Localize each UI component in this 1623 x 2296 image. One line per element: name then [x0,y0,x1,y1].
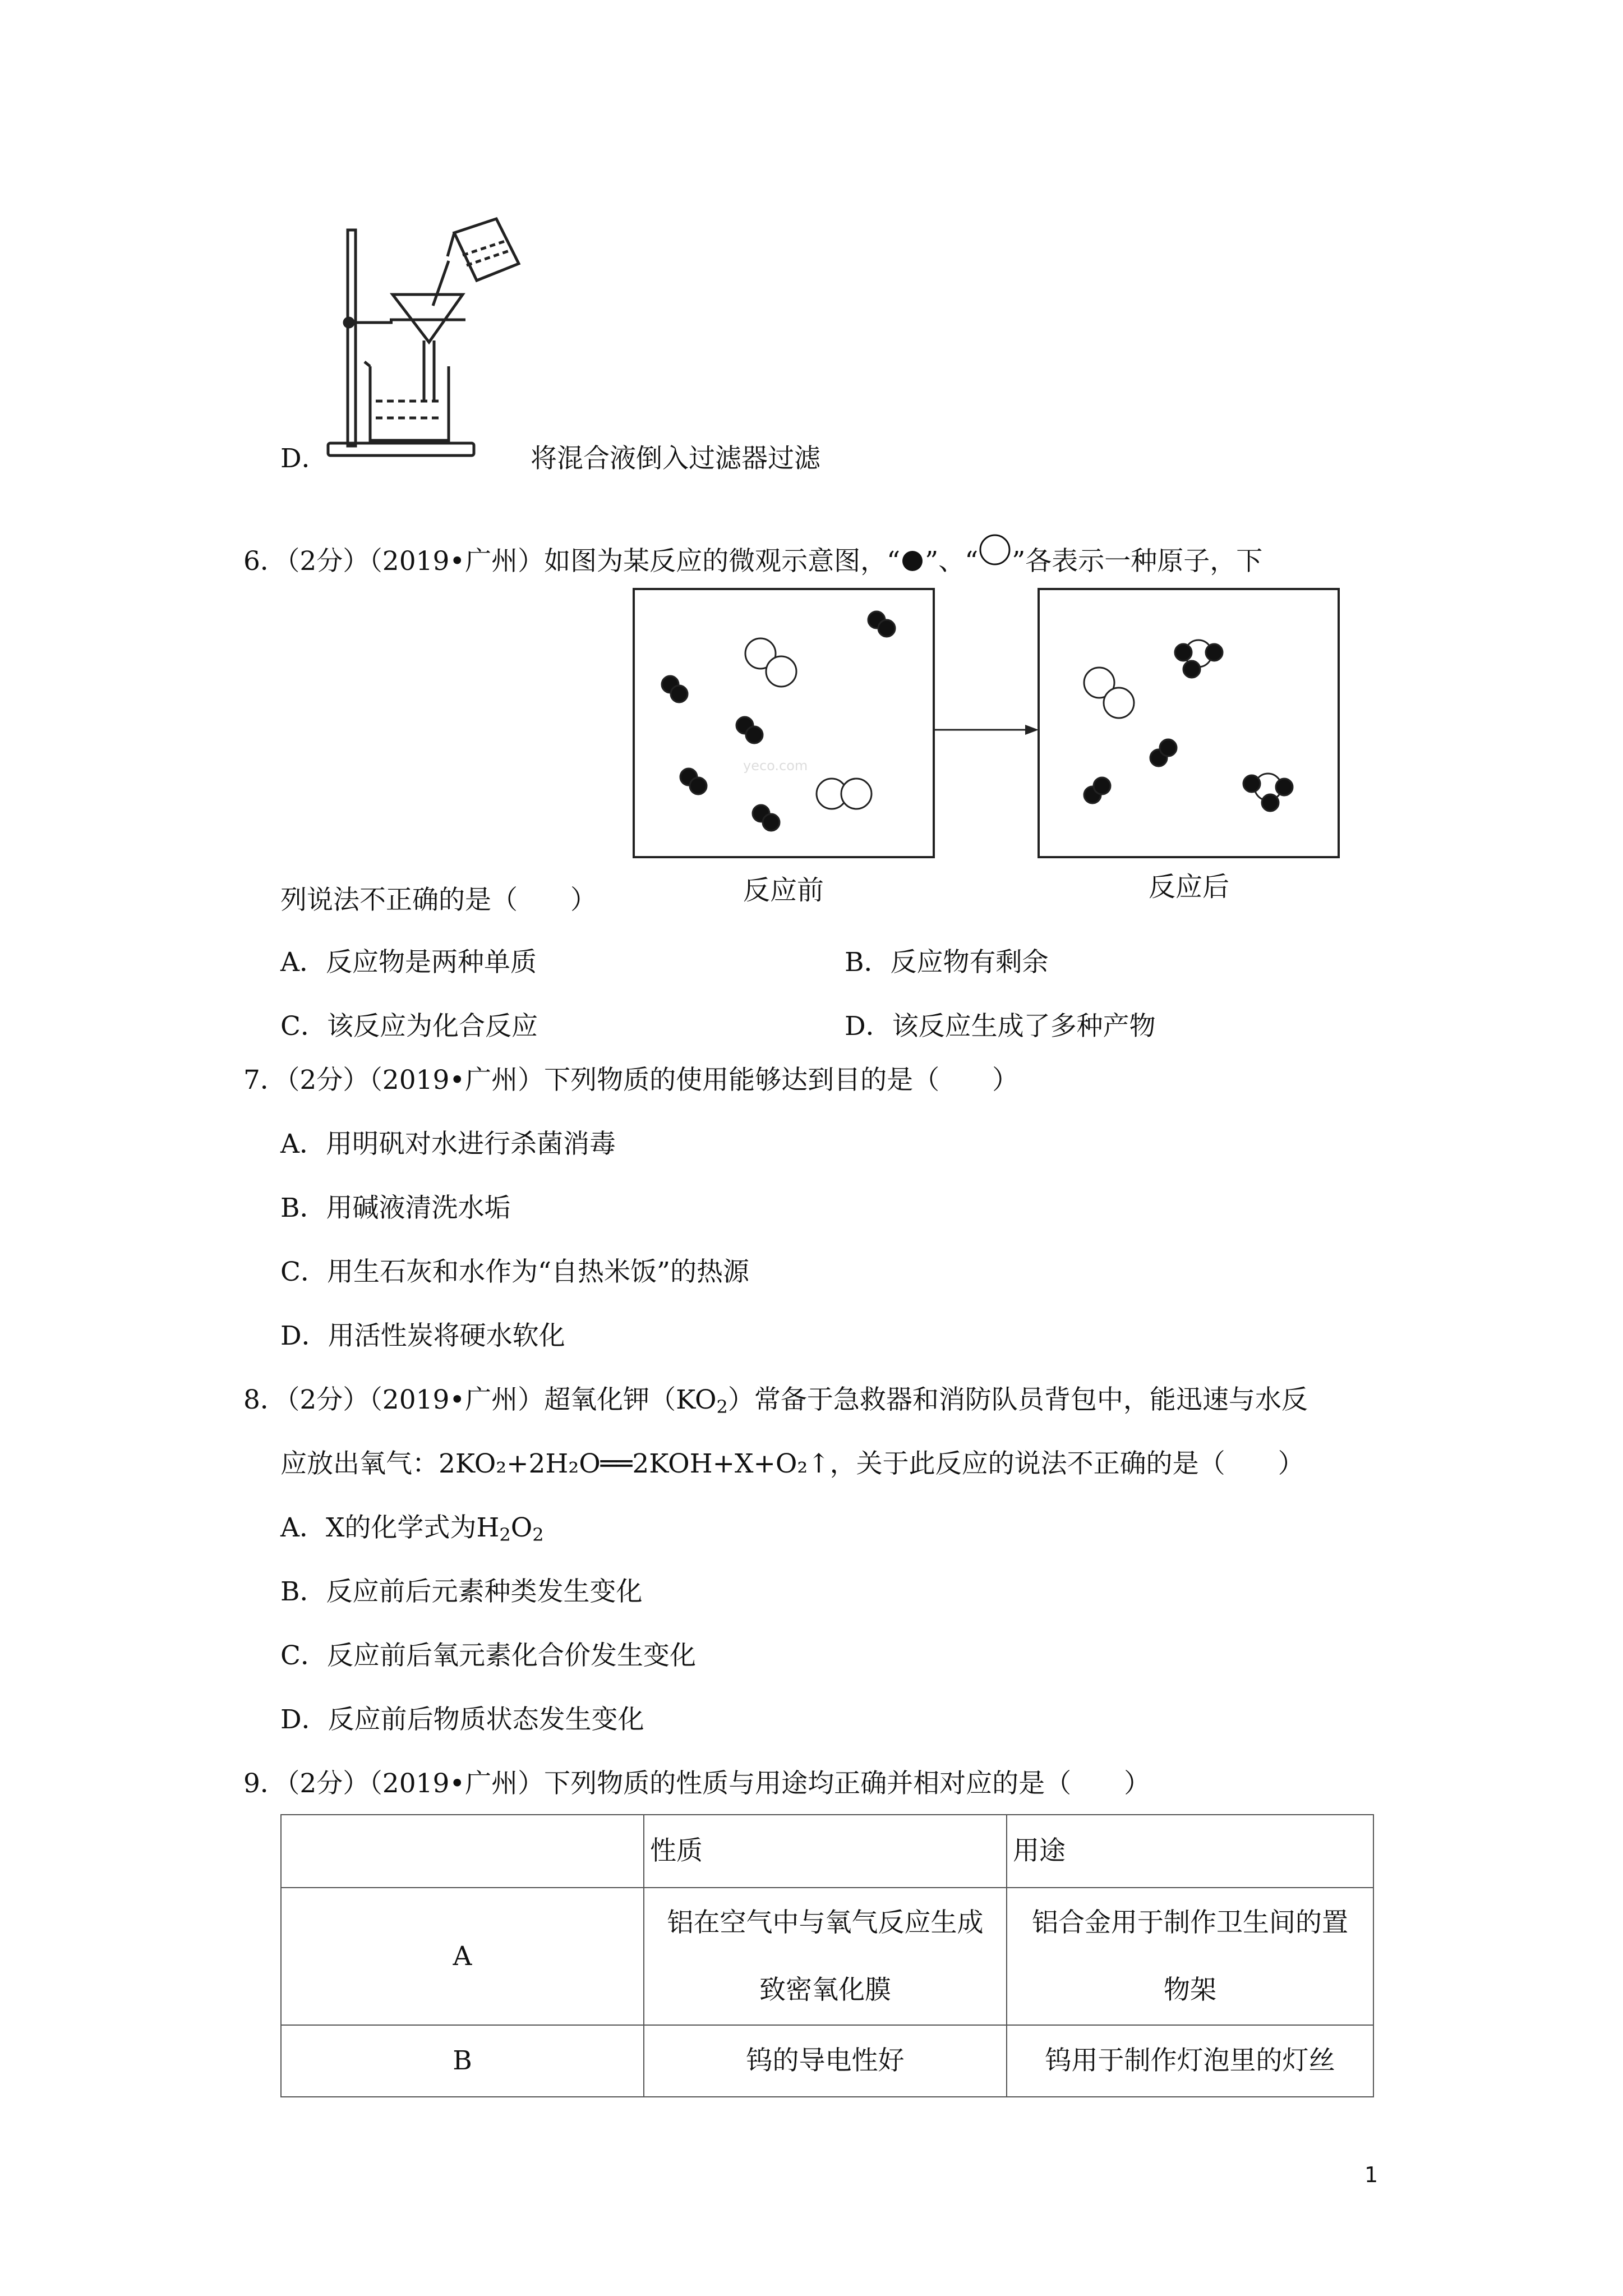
watermark: yeco.com [743,758,808,774]
row-property [644,1888,1007,2025]
hollow-atom-icon [978,533,1012,567]
q6-stem-continued: 列说法不正确的是（ ） [280,885,597,915]
q9-table [280,1814,1374,2097]
row-label: A [281,1888,644,2025]
after-box [1039,589,1339,857]
q7-option-c: C．用生石灰和水作为“自热米饭”的热源 [280,1257,750,1287]
q8-stem-line1-a: 8．（2分）（2019•广州）超氧化钾（KO [243,1384,717,1415]
q6-stem-part1: 6．（2分）（2019•广州）如图为某反应的微观示意图，“ [243,546,901,577]
table-header-property: 性质 [644,1815,1007,1888]
q8-stem-line1-b: ）常备于急救器和消防队员背包中，能迅速与水反 [727,1384,1308,1415]
q8-option-a-sub2: 2 [532,1524,544,1545]
q8-option-c: C．反应前后氧元素化合价发生变化 [280,1640,696,1671]
table-header-row [281,1815,1373,1888]
q6-stem-part2: ”、“ [925,546,979,577]
q6-stem-part3: ”各表示一种原子，下 [1012,546,1263,577]
q8-stem-sub: 2 [716,1396,728,1418]
q8-option-a-text: A．X的化学式为H [280,1512,500,1543]
q6-option-a: A．反应物是两种单质 [280,947,537,978]
label-before: 反应前 [743,875,824,906]
row-property-line1: 铝在空气中与氧气反应生成 [667,1907,984,1938]
q7-option-b: B．用碱液清洗水垢 [280,1193,511,1223]
q5-option-d-letter: D． [280,443,328,474]
table-row [281,2025,1373,2097]
reaction-diagram [631,586,1343,912]
q8-stem-line2: 应放出氧气：2KO₂+2H₂O══2KOH+X+O₂↑，关于此反应的说法不正确的是（ ） [280,1448,1304,1479]
row-property-line2: 致密氧化膜 [759,1974,891,2005]
label-after: 反应后 [1148,871,1230,903]
row-label: B [281,2025,644,2097]
before-molecules [662,611,895,831]
table-header-use: 用途 [1007,1815,1373,1888]
q7-stem: 7．（2分）（2019•广州）下列物质的使用能够达到目的是（ ） [243,1065,1019,1096]
after-molecules [1084,640,1293,811]
row-use: 钨用于制作灯泡里的灯丝 [1007,2025,1373,2097]
q7-option-d: D．用活性炭将硬水软化 [280,1320,565,1351]
q8-option-d: D．反应前后物质状态发生变化 [280,1704,644,1735]
filled-atom-icon [900,550,925,572]
q8-option-a-o: O [510,1512,533,1543]
q6-option-c: C．该反应为化合反应 [280,1011,538,1042]
q8-option-a [280,1511,544,1545]
row-use-line1: 铝合金用于制作卫生间的置 [1032,1907,1348,1938]
q5-option-d-text: 将混合液倒入过滤器过滤 [531,443,820,474]
q8-option-a-sub1: 2 [499,1524,511,1545]
q6-option-b: B．反应物有剩余 [845,947,1049,978]
reaction-arrow [934,725,1039,735]
filtration-apparatus-figure [314,216,538,468]
q6-stem [243,533,1262,578]
row-use [1007,1888,1373,2025]
page-number: 1 [1364,2162,1378,2187]
q8-option-b: B．反应前后元素种类发生变化 [280,1576,643,1607]
q6-option-d: D．该反应生成了多种产物 [845,1011,1156,1042]
q7-option-a: A．用明矾对水进行杀菌消毒 [280,1129,616,1159]
q8-stem-line1 [243,1383,1308,1417]
row-property: 钨的导电性好 [644,2025,1007,2097]
q9-stem: 9．（2分）（2019•广州）下列物质的性质与用途均正确并相对应的是（ ） [243,1768,1151,1799]
table-row [281,1888,1373,2025]
table-header-blank [281,1815,644,1888]
row-use-line2: 物架 [1164,1974,1216,2005]
